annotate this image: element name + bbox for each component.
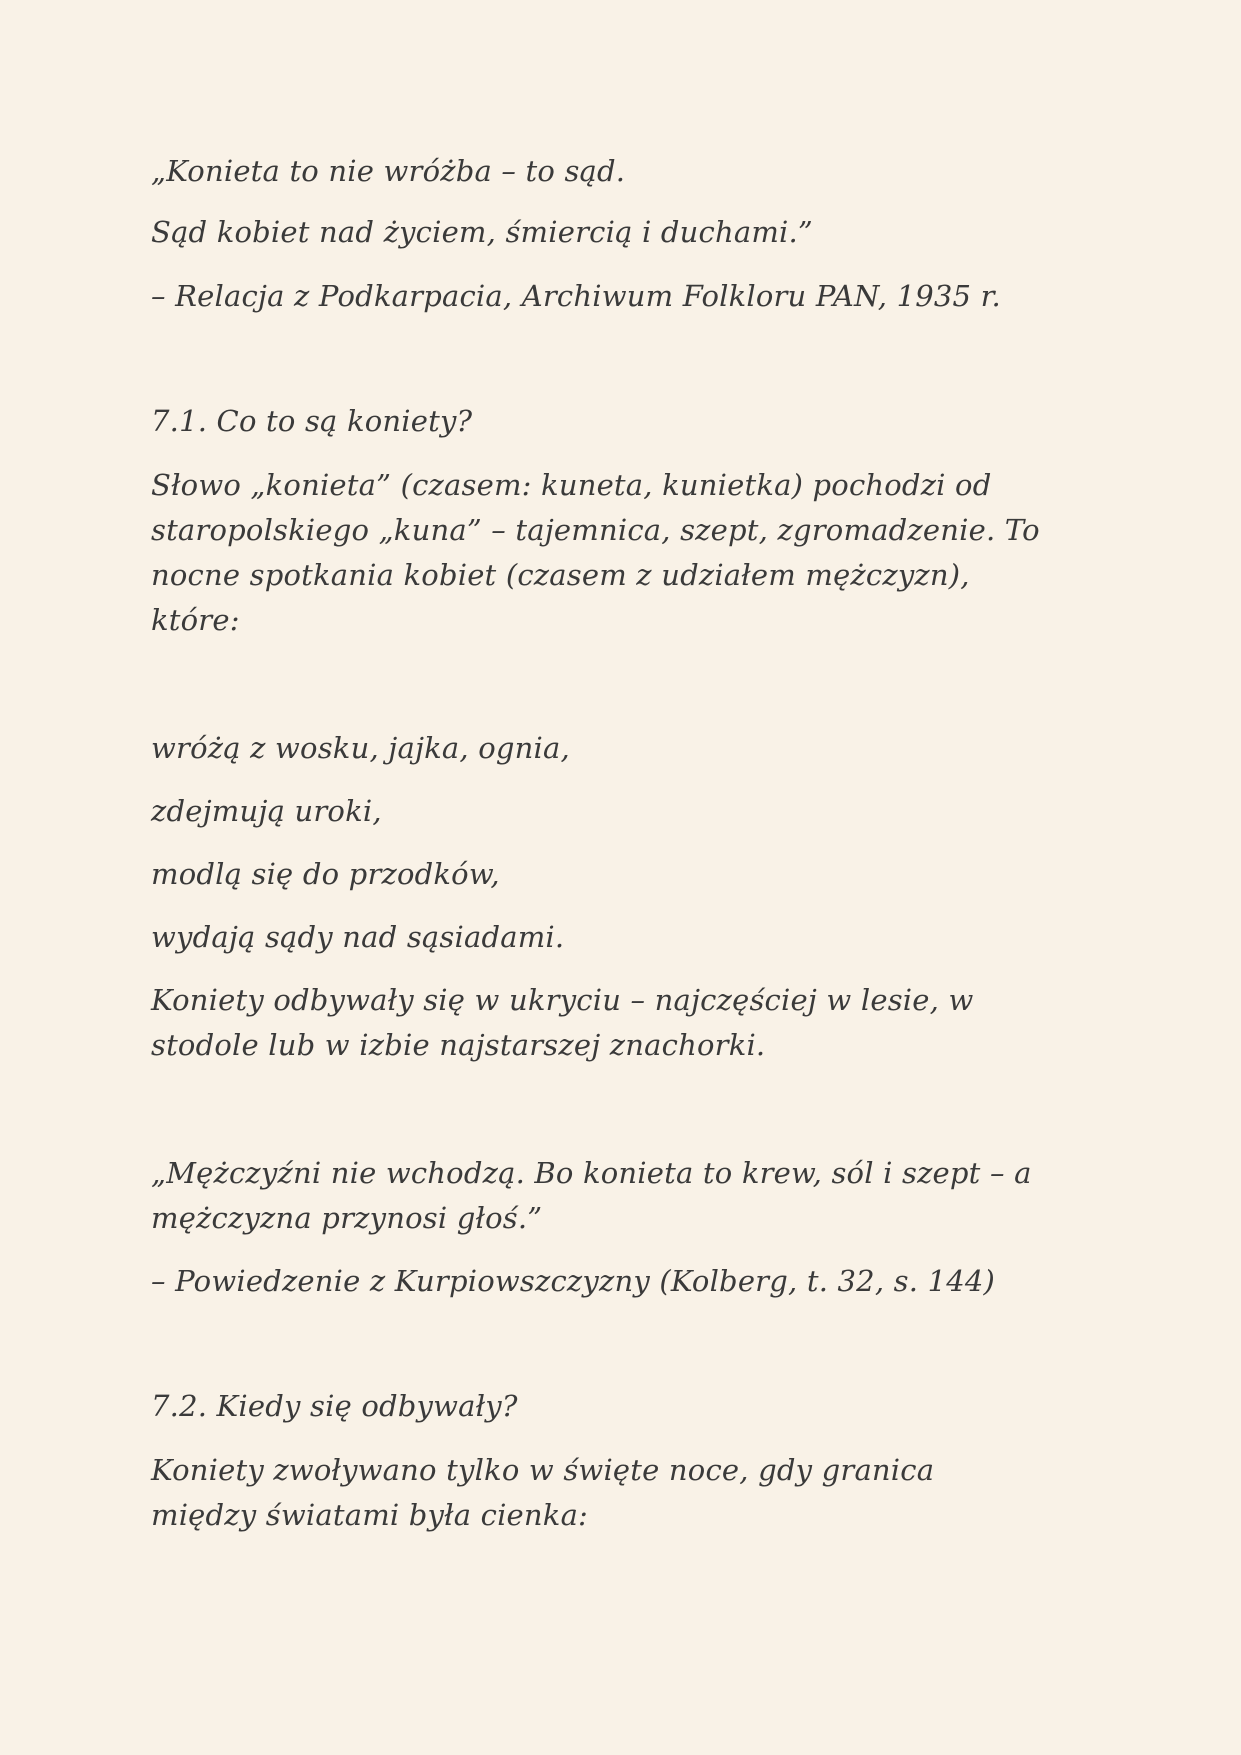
section-7-2-paragraph-line-2: między światami była cienka: <box>151 1498 589 1532</box>
list-item: wróżą z wosku, jajka, ognia, <box>151 731 570 765</box>
section-7-1-paragraph-line-2: staropolskiego „kuna” – tajemnica, szept, zgromadzenie. To <box>151 513 1040 547</box>
section-7-1-closing-line-1: Koniety odbywały się w ukryciu – najczęściej w lesie, w <box>151 983 974 1017</box>
section-7-2-paragraph-line-1: Koniety zwoływano tylko w święte noce, gdy granica <box>151 1453 935 1487</box>
section-7-1-closing-line-2: stodole lub w izbie najstarszej znachorki. <box>151 1028 766 1062</box>
quote1-source: – Relacja z Podkarpacia, Archiwum Folkloru PAN, 1935 r. <box>151 279 1001 313</box>
section-7-1-heading: 7.1. Co to są koniety? <box>151 404 473 438</box>
quote1-line2: Sąd kobiet nad życiem, śmiercią i duchami.” <box>151 215 813 249</box>
section-7-1-paragraph-line-3: nocne spotkania kobiet (czasem z udziałem mężczyzn), <box>151 558 970 592</box>
quote1-line1: „Konieta to nie wróżba – to sąd. <box>151 154 626 188</box>
section-7-1-paragraph-line-1: Słowo „konieta” (czasem: kuneta, kunietka) pochodzi od <box>151 468 992 502</box>
section-7-1-paragraph-line-4: które: <box>151 603 240 637</box>
quote2-source: – Powiedzenie z Kurpiowszczyzny (Kolberg, t. 32, s. 144) <box>151 1264 996 1298</box>
quote2-line1: „Mężczyźni nie wchodzą. Bo konieta to krew, sól i szept – a <box>151 1156 1032 1190</box>
quote2-line2: mężczyzna przynosi głoś.” <box>151 1201 543 1235</box>
list-item: wydają sądy nad sąsiadami. <box>151 920 565 954</box>
section-7-2-heading: 7.2. Kiedy się odbywały? <box>151 1389 518 1423</box>
list-item: modlą się do przodków, <box>151 857 500 891</box>
list-item: zdejmują uroki, <box>151 794 382 828</box>
